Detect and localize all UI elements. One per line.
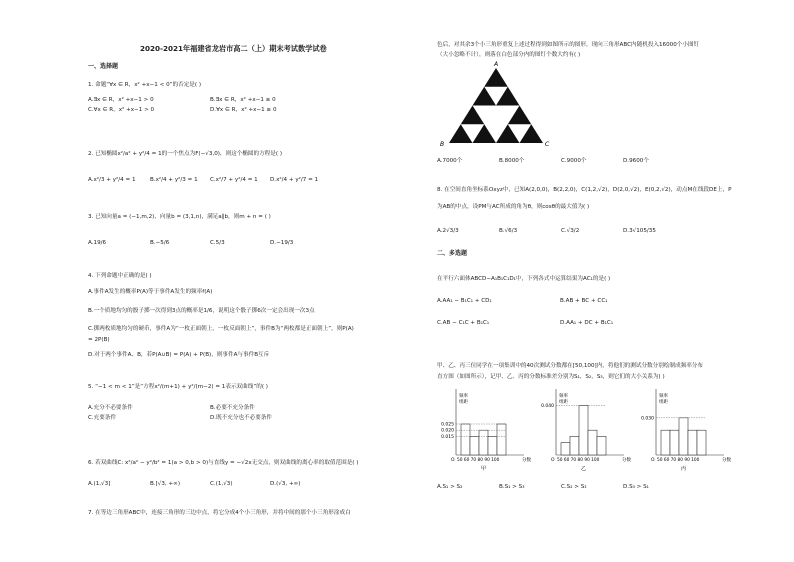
q9-option-b: B.AB + BC + CC₁ xyxy=(560,298,608,304)
q2-option-a: A.x²/3 + y²/4 = 1 xyxy=(88,177,136,183)
q1-option-d: D.∀x ∈ R，x² +x−1 ≥ 0 xyxy=(210,107,277,113)
q9-option-c: C.AB − C₁C + B₁C₁ xyxy=(437,320,490,326)
y-label-top: 频率 xyxy=(559,394,568,399)
q3-stem: 3. 已知向量a = (−1,m,2)，向量b = (3,1,n)，满足a∥b，则m + n = ( ) xyxy=(88,214,271,220)
q6-stem: 6. 若双曲线C: x²/a² − y²/b² = 1(a > 0,b > 0)与直线y = −√2x无交点，则双曲线的离心率的取值范围是( ) xyxy=(88,460,359,466)
y-tick-label: 0.025 xyxy=(441,422,454,428)
x-tick-labels: 50 60 70 80 90 100 xyxy=(457,458,500,463)
x-axis-label: 分数 xyxy=(722,458,731,463)
y-tick-label: 0.020 xyxy=(441,428,454,434)
hist-bar xyxy=(597,436,606,455)
sierpinski-figure xyxy=(437,60,557,150)
q1-option-b: B.∃x ∈ R，x² +x−1 ≥ 0 xyxy=(210,97,276,103)
hist-bar xyxy=(561,443,570,455)
q8-option-c: C.√3/2 xyxy=(561,228,580,234)
x-tick-labels: 50 60 70 80 90 100 xyxy=(657,458,700,463)
q6-option-d: D.(√3, +∞) xyxy=(270,481,301,487)
q5-option-a: A.充分不必要条件 xyxy=(88,405,133,411)
q7-option-d: D.9600个 xyxy=(623,158,649,164)
q9-stem: 在平行六面体ABCD−A₁B₁C₁D₁中，下列各式中运算结果为AC₁的是( ) xyxy=(437,276,611,282)
q3-option-c: C.5/3 xyxy=(210,240,225,246)
q2-option-d: D.x²/4 + y²/7 = 1 xyxy=(270,177,319,183)
y-label-bottom: 组距 xyxy=(659,400,668,405)
x-tick-labels: 50 60 70 80 90 100 xyxy=(557,458,600,463)
histogram-jia xyxy=(441,389,531,472)
y-tick-label: 0.030 xyxy=(641,416,654,422)
q4-option-c-line2: = 2P(B) xyxy=(88,337,110,343)
hist-bar xyxy=(461,424,470,455)
page-title: 2020-2021年福建省龙岩市高二（上）期末考试数学试卷 xyxy=(140,44,327,53)
histogram-name: 甲 xyxy=(481,466,487,472)
q1-option-c: C.∀x ∈ R，x² +x−1 > 0 xyxy=(88,107,155,113)
q6-option-c: C.(1,√3) xyxy=(210,481,233,487)
q8-option-b: B.√6/3 xyxy=(499,228,518,234)
q7-stem-line2: 色后，对其余3个小三角形重复上述过程得到如图所示的图形，现向三角形ABC内随机投入16000个小图钉 xyxy=(437,42,700,48)
q3-option-a: A.19/6 xyxy=(88,240,107,246)
x-axis-label: 分数 xyxy=(622,458,631,463)
hist-bar xyxy=(697,430,706,455)
hist-bar xyxy=(679,418,688,455)
histogram-bing xyxy=(641,389,731,472)
vertex-a-label: A xyxy=(494,61,499,68)
q4-option-d: D.对于两个事件A、B，若P(A∪B) = P(A) + P(B)，则事件A与事件B互斥 xyxy=(88,352,270,358)
histograms xyxy=(430,385,730,477)
q7-option-a: A.7000个 xyxy=(437,158,463,164)
q5-stem: 5. “−1 < m < 1”是“方程x²/(m+1) + y²/(m−2) = 1表示双曲线”的( ) xyxy=(88,384,268,390)
q2-option-c: C.x²/7 + y²/4 = 1 xyxy=(210,177,258,183)
hist-bar xyxy=(579,405,588,455)
vertex-b-label: B xyxy=(440,141,445,148)
section-choice: 一、选择题 xyxy=(88,63,119,70)
x-axis-label: 分数 xyxy=(522,458,531,463)
histogram-name: 丙 xyxy=(681,466,687,472)
q4-option-c-line1: C.掷两枚质地均匀的硬币，事件A为“一枚正面朝上，一枚反面朝上”，事件B为“两枚都是正面朝上”，则P(A) xyxy=(88,326,354,332)
q1-stem: 1. 命题“∀x ∈ R，x² +x−1 < 0”的否定是( ) xyxy=(88,82,202,88)
q5-option-b: B.必要不充分条件 xyxy=(210,405,255,411)
y-label-top: 频率 xyxy=(659,394,668,399)
q3-option-b: B.−5/6 xyxy=(150,240,170,246)
q10-option-a: A.S₁ > S₂ xyxy=(437,484,463,490)
q10-option-b: B.S₁ > S₃ xyxy=(499,484,525,490)
origin-label: O xyxy=(451,458,455,463)
q9-option-a: A.AA₁ − B₁C₁ + CD₁ xyxy=(437,298,492,304)
q4-option-b: B.一个质地均匀的骰子掷一次得到3点的概率是1/6，说明这个骰子掷6次一定会出现一次3点 xyxy=(88,308,315,314)
q8-stem-line2: 为AB的中点，设PM与AC所成的角为θ，则cosθ的最大值为( ) xyxy=(437,204,590,210)
hist-bar xyxy=(661,430,670,455)
q10-option-d: D.S₃ > S₁ xyxy=(623,484,649,490)
origin-label: O xyxy=(651,458,655,463)
q6-option-a: A.(1,√3] xyxy=(88,481,111,487)
histogram-name: 乙 xyxy=(581,466,587,472)
origin-label: O xyxy=(551,458,555,463)
hist-bar xyxy=(470,436,479,455)
y-label-top: 频率 xyxy=(459,394,468,399)
q8-option-d: D.3√105/35 xyxy=(623,228,656,234)
hist-bar xyxy=(497,424,506,455)
q10-stem-line2: 直方图（如图所示），记甲、乙、丙的分数标准差分别为S₁，S₂，S₃，则它们的大小关系为( ) xyxy=(437,374,665,380)
hist-bar xyxy=(479,430,488,455)
y-tick-label: 0.040 xyxy=(541,403,554,409)
hist-bar xyxy=(670,430,679,455)
q7-stem-line3: （大小忽略不计），则落在白色部分内的图钉个数大约有( ) xyxy=(437,52,581,58)
q3-option-d: D.−19/3 xyxy=(270,240,294,246)
q6-option-b: B.[√3, +∞) xyxy=(150,481,181,487)
q10-stem-line1: 甲、乙、丙三位同学在一项集训中的40次测试分数都在[50,100]内，将他们的测试分数分别绘制成频率分布 xyxy=(437,363,703,369)
hist-bar xyxy=(588,430,597,455)
hist-bar xyxy=(488,436,497,455)
q4-option-a: A.事件A发生的概率P(A)等于事件A发生的频率f(A) xyxy=(88,289,213,295)
q2-option-b: B.x²/4 + y²/3 = 1 xyxy=(150,177,198,183)
y-label-bottom: 组距 xyxy=(459,400,468,405)
q2-stem: 2. 已知椭圆x²/a² + y²/4 = 1的一个焦点为F(−√3,0)，则这个椭圆的方程是( ) xyxy=(88,151,283,157)
q1-option-a: A.∃x ∈ R，x² +x−1 > 0 xyxy=(88,97,154,103)
q9-option-d: D.AA₁ + DC + B₁C₁ xyxy=(560,320,614,326)
q7-option-c: C.9000个 xyxy=(561,158,587,164)
q5-option-c: C.充要条件 xyxy=(88,415,117,421)
q7-stem-line1: 7. 在等边三角形ABC中，连接三角形的三边中点，将它分成4个小三角形，并将中间的那个小三角形涂成白 xyxy=(88,510,351,516)
hist-bar xyxy=(570,436,579,455)
y-label-bottom: 组距 xyxy=(559,400,568,405)
vertex-c-label: C xyxy=(545,141,550,148)
q10-option-c: C.S₂ > S₃ xyxy=(561,484,587,490)
q7-option-b: B.8000个 xyxy=(499,158,525,164)
y-tick-label: 0.015 xyxy=(441,434,454,440)
histogram-yi xyxy=(541,389,631,472)
q8-option-a: A.2√3/3 xyxy=(437,228,459,234)
hist-bar xyxy=(688,430,697,455)
q5-option-d: D.既不充分也不必要条件 xyxy=(210,415,273,421)
section-multi: 二、多选题 xyxy=(437,250,468,257)
q4-stem: 4. 下列命题中正确的是( ) xyxy=(88,273,152,279)
q8-stem-line1: 8. 在空间直角坐标系Oxyz中，已知A(2,0,0)，B(2,2,0)，C(1,2,√2)，D(2,0,√2)，E(0,2,√2)，动点M在线段DE上，P xyxy=(437,187,732,193)
